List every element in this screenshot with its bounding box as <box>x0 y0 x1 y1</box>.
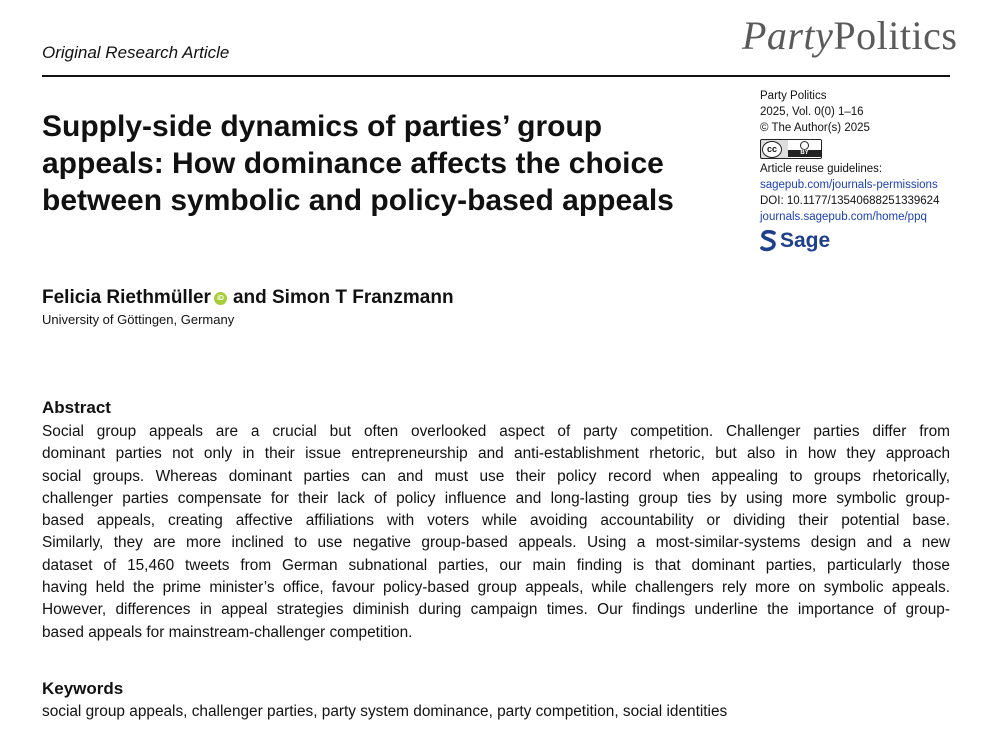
person-icon <box>800 141 809 150</box>
author-name: Felicia Riethmüller <box>42 287 211 308</box>
cc-icon: cc <box>762 141 782 158</box>
abstract-line: dataset of 15,460 tweets from German subnational parties, our main finding is that dominant parties, particularly those <box>42 556 950 574</box>
abstract-line: However, differences in appeal strategies diminish during campaign times. Our findings underline the importance of group- <box>42 601 950 619</box>
article-title <box>42 108 742 219</box>
by-icon <box>788 140 821 158</box>
by-label: BY <box>788 150 821 157</box>
author-affiliation: University of Göttingen, Germany <box>42 312 235 327</box>
publisher-name: Sage <box>780 228 831 252</box>
keywords-list: social group appeals, challenger parties, party system dominance, party competition, social identities <box>42 703 728 720</box>
title-line: between symbolic and policy-based appeals <box>42 184 674 217</box>
abstract-line: challenger parties compensate for their lack of policy influence and long-lasting group ties by using more symbolic group- <box>42 489 950 507</box>
abstract-line: Social group appeals are a crucial but often overlooked aspect of party competition. Challenger parties differ from <box>42 423 950 440</box>
abstract-line: dominant parties not only in their issue entrepreneurship and anti-establishment rhetoric, but also in how they approach <box>42 445 950 463</box>
abstract-line: social groups. Whereas dominant parties can and must use their policy record when appealing to groups rhetorically, <box>42 467 950 485</box>
journal-logo-politics: Politics <box>833 13 958 58</box>
publication-meta <box>760 89 960 252</box>
abstract-line: Similarly, they are more inclined to use negative group-based appeals. Using a most-similar-systems design and a new <box>42 534 950 552</box>
title-line: Supply-side dynamics of parties’ group <box>42 110 603 143</box>
meta-reuse-label: Article reuse guidelines: <box>760 163 883 176</box>
abstract-heading: Abstract <box>42 398 111 417</box>
meta-reuse-link[interactable]: sagepub.com/journals-permissions <box>760 179 938 192</box>
meta-journal: Party Politics <box>760 90 827 102</box>
author-name: and Simon T Franzmann <box>232 287 454 308</box>
article-type-label: Original Research Article <box>42 43 230 62</box>
author-list <box>42 287 454 309</box>
sage-s-icon <box>760 230 777 252</box>
meta-volume: 2025, Vol. 0(0) 1–16 <box>760 105 864 118</box>
abstract-body <box>42 421 950 644</box>
abstract-line: based appeals, creating affective affiliations with voters while avoiding accountability or dividing their potential base. <box>42 512 950 530</box>
title-line: appeals: How dominance affects the choice <box>42 147 664 180</box>
journal-logo <box>742 12 957 59</box>
journal-logo-party: Party <box>742 13 834 58</box>
meta-journal-link[interactable]: journals.sagepub.com/home/ppq <box>760 210 927 223</box>
abstract-line: based appeals for mainstream-challenger competition. <box>42 623 413 641</box>
header-divider <box>42 75 950 77</box>
publisher-logo[interactable] <box>760 230 960 252</box>
abstract-line: having held the prime minister’s office, favour policy-based group appeals, while challengers rely more on symbolic appeals. <box>42 579 950 597</box>
orcid-icon[interactable]: iD <box>214 292 227 305</box>
meta-copyright: © The Author(s) 2025 <box>760 121 870 134</box>
keywords-heading: Keywords <box>42 679 124 698</box>
meta-doi: DOI: 10.1177/13540688251339624 <box>760 194 940 207</box>
cc-by-license-badge[interactable] <box>760 139 822 159</box>
